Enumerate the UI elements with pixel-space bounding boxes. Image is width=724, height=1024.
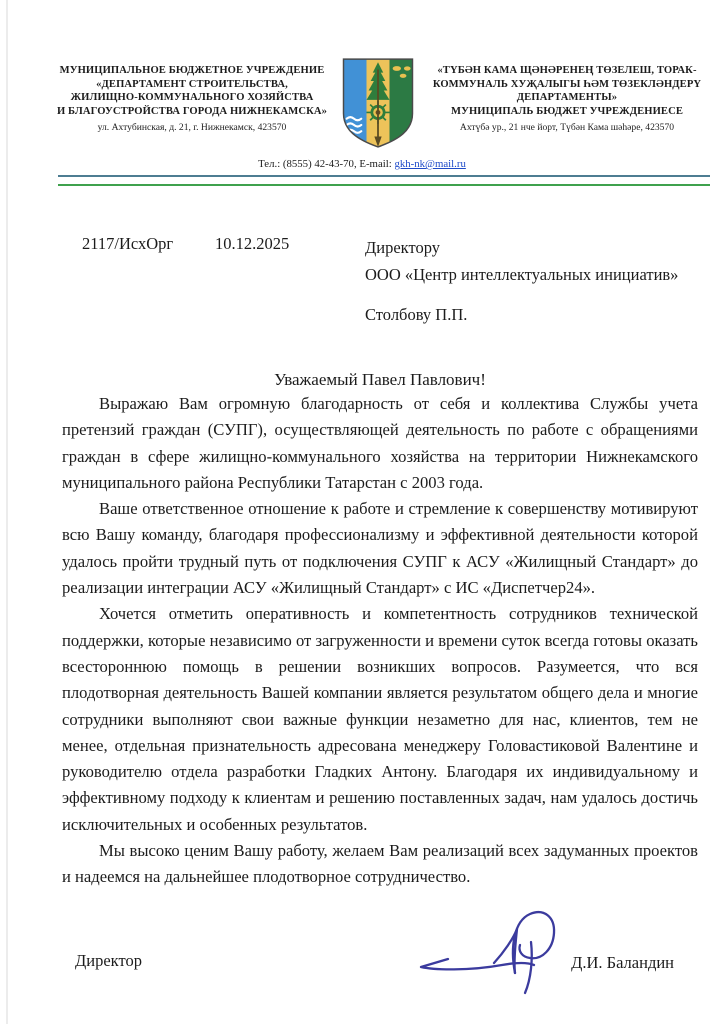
org-name-russian	[54, 64, 330, 133]
phone-label: Тел.: (8555) 42-43-70, E-mail:	[258, 158, 395, 170]
body-paragraph: Мы высоко ценим Вашу работу, желаем Вам реализаций всех задуманных проектов и надеемся на дальнейшее плодотворное сотрудничество.	[62, 841, 698, 887]
signature-scribble	[414, 907, 584, 999]
addressee-title: Директору	[365, 238, 440, 257]
body-paragraph: Хочется отметить оперативность и компетентность сотрудников технической поддержки, которые независимо от загруженности и времени суток всегда готовы оказать всестороннюю помощь в решении возникших вопросов. Разумеется, что вся плодотворная деятельность Вашей компании является результатом общего дела и многие сотрудники выполняют свои важные функции незаметно для нас, клиентов, тем не менее, отдельная признательность адресована менеджеру Головастиковой Валентине и руководителю отдела разработки Гладких Антону. Благодаря их индивидуальному и эффективному подходу к клиентам и решению поставленных задач, нам удалось достичь исключительных и особенных результатов.	[62, 604, 698, 834]
letter-date: 10.12.2025	[215, 234, 290, 253]
signer-position: Директор	[75, 950, 142, 970]
org-line: МУНИЦИПАЛЬ БЮДЖЕТ УЧРЕЖДЕНИЕСЕ	[450, 105, 684, 117]
org-line: МУНИЦИПАЛЬНОЕ БЮДЖЕТНОЕ УЧРЕЖДЕНИЕ	[59, 65, 325, 76]
body-paragraph: Выражаю Вам огромную благодарность от себя и коллектива Службы учета претензий граждан (СУПГ), осуществляющей деятельность по работе с обращениями граждан в сфере жилищно-коммунального хозяйства на территории Нижнекамского муниципального района Республики Татарстан с 2003 года.	[62, 394, 698, 492]
org-line: ЖИЛИЩНО-КОММУНАЛЬНОГО ХОЗЯЙСТВА	[70, 92, 314, 103]
contact-line	[0, 158, 724, 170]
org-address-tatar: Ахтүбә ур., 21 нче йорт, Түбән Кама шәһәре, 423570	[459, 122, 675, 133]
org-name-tatar	[426, 64, 708, 133]
signature-block	[62, 905, 698, 1024]
outgoing-number: 2117/ИсхОрг	[82, 234, 174, 253]
body-paragraph: Ваше ответственное отношение к работе и стремление к совершенству мотивируют всю Вашу команду, благодаря профессионализму и эффективной деятельности которой удалось пройти трудный путь от подключения СУПГ к АСУ «Жилищный Стандарт» до реализации интеграции АСУ «Жилищный Стандарт» с ИС «Диспетчер24».	[62, 499, 698, 598]
org-line: КОММУНАЛЬ ХУҖАЛЫГЫ ҺӘМ ТӨЗЕКЛӘНДЕРҮ	[432, 78, 702, 90]
letterhead	[0, 0, 724, 149]
org-address-russian: ул. Ахтубинская, д. 21, г. Нижнекамск, 423570	[97, 122, 287, 133]
org-line: И БЛАГОУСТРОЙСТВА ГОРОДА НИЖНЕКАМСКА»	[56, 105, 328, 117]
reference-block	[62, 228, 698, 356]
email-link[interactable]: gkh-nk@mail.ru	[394, 158, 466, 170]
addressee-person: Столбову П.П.	[365, 305, 468, 324]
org-line: «ДЕПАРТАМЕНТ СТРОИТЕЛЬСТВА,	[96, 78, 288, 90]
addressee-block	[365, 234, 678, 328]
org-line: ДЕПАРТАМЕНТЫ»	[516, 92, 618, 103]
emblem-container	[330, 57, 426, 149]
letterhead-divider	[58, 175, 710, 186]
signer-name: Д.И. Баландин	[571, 952, 674, 972]
scan-edge-artifact	[6, 0, 8, 1024]
salutation: Уважаемый Павел Павлович!	[274, 370, 486, 389]
org-line: «ТҮБӘН КАМА ЩӘНӘРЕНЕҢ ТӨЗЕЛЕШ, ТОРАК-	[437, 65, 697, 76]
addressee-company: ООО «Центр интеллектуальных инициатив»	[365, 265, 679, 284]
city-coat-of-arms-icon	[339, 57, 417, 149]
